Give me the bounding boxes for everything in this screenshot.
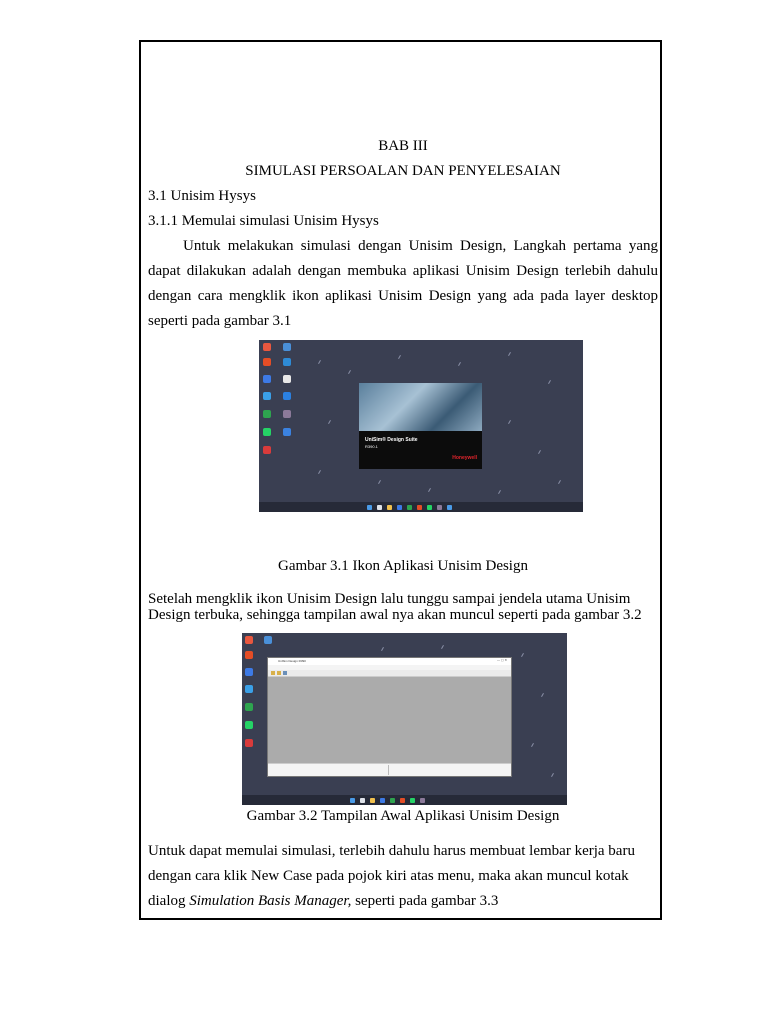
desktop-app-icon <box>263 343 271 351</box>
edge-icon <box>397 505 402 510</box>
splash-version: R390.1 <box>365 444 378 449</box>
edge-icon <box>380 798 385 803</box>
excel-icon <box>263 410 271 418</box>
paragraph-2-line-2: Design terbuka, sehingga tampilan awal nya akan muncul seperti pada gambar 3.2 <box>148 607 642 623</box>
figure-3-2-screenshot <box>242 633 567 805</box>
chapter-title: SIMULASI PERSOALAN DAN PENYELESAIAN <box>245 163 561 179</box>
section-heading: 3.1 Unisim Hysys <box>148 188 256 204</box>
paragraph-1-line-3: dengan cara mengklik ikon aplikasi Unisim Design yang ada pada layer desktop <box>148 288 658 304</box>
desktop-app-icon <box>245 739 253 747</box>
window-title-bar <box>268 658 511 665</box>
open-case-icon[interactable] <box>277 671 281 675</box>
paragraph-3-suffix: seperti pada gambar 3.3 <box>351 893 499 909</box>
recycle-bin-icon <box>264 636 272 644</box>
figure-3-1-screenshot <box>259 340 583 512</box>
window-controls[interactable]: — ▢ ✕ <box>496 658 507 662</box>
excel-icon <box>245 703 253 711</box>
simulation-basis-manager-term: Simulation Basis Manager, <box>189 893 352 909</box>
start-icon <box>350 798 355 803</box>
whatsapp-icon <box>410 798 415 803</box>
search-icon <box>360 798 365 803</box>
desktop-app-icon <box>245 636 253 644</box>
desktop-app-icon <box>283 428 291 436</box>
workspace-area <box>268 677 511 764</box>
excel-icon <box>407 505 412 510</box>
app-icon <box>417 505 422 510</box>
save-icon[interactable] <box>283 671 287 675</box>
subsection-heading: 3.1.1 Memulai simulasi Unisim Hysys <box>148 213 379 229</box>
paragraph-3-line-3 <box>148 892 658 910</box>
status-bar <box>268 763 511 776</box>
edge-icon <box>263 375 271 383</box>
desktop-app-icon <box>245 651 253 659</box>
paragraph-2-line-1: Setelah mengklik ikon Unisim Design lalu tunggu sampai jendela utama Unisim <box>148 591 631 607</box>
desktop-app-icon <box>263 358 271 366</box>
whatsapp-icon <box>245 721 253 729</box>
toolbar <box>268 670 511 677</box>
paragraph-1-line-4: seperti pada gambar 3.1 <box>148 313 292 329</box>
paragraph-3-prefix: dialog <box>148 893 190 909</box>
whatsapp-icon <box>427 505 432 510</box>
desktop-app-icon <box>283 358 291 366</box>
recycle-bin-icon <box>283 343 291 351</box>
folder-icon <box>387 505 392 510</box>
desktop-app-icon <box>283 392 291 400</box>
taskbar <box>242 795 567 805</box>
chapter-heading: BAB III <box>378 138 428 154</box>
desktop-app-icon <box>263 446 271 454</box>
app-icon <box>447 505 452 510</box>
unisim-icon <box>420 798 425 803</box>
figure-3-1-caption: Gambar 3.1 Ikon Aplikasi Unisim Design <box>278 558 528 574</box>
unisim-splash-screen <box>359 383 482 469</box>
start-icon <box>367 505 372 510</box>
unisim-icon <box>437 505 442 510</box>
paragraph-3-line-2: dengan cara klik New Case pada pojok kiri atas menu, maka akan muncul kotak <box>148 868 629 884</box>
edge-icon <box>245 668 253 676</box>
unisim-main-window <box>267 657 512 777</box>
paragraph-1-line-1: Untuk melakukan simulasi dengan Unisim Design, Langkah pertama yang <box>183 238 658 254</box>
edge-icon <box>245 685 253 693</box>
honeywell-logo: Honeywell <box>452 455 477 461</box>
whatsapp-icon <box>263 428 271 436</box>
taskbar <box>259 502 583 512</box>
splash-title: UniSim® Design Suite <box>365 437 418 443</box>
window-title: UniSim Design R390 <box>278 659 306 663</box>
folder-icon <box>370 798 375 803</box>
unisim-icon <box>283 410 291 418</box>
new-case-icon[interactable] <box>271 671 275 675</box>
splash-image <box>359 383 482 431</box>
edge-icon <box>263 392 271 400</box>
paragraph-1-line-2: dapat dilakukan adalah dengan membuka aplikasi Unisim Design terlebih dahulu <box>148 263 658 279</box>
excel-icon <box>390 798 395 803</box>
file-icon <box>283 375 291 383</box>
paragraph-3-line-1: Untuk dapat memulai simulasi, terlebih dahulu harus membuat lembar kerja baru <box>148 843 635 859</box>
figure-3-2-caption: Gambar 3.2 Tampilan Awal Aplikasi Unisim Design <box>246 808 560 824</box>
document-page <box>139 40 662 920</box>
app-icon <box>400 798 405 803</box>
search-icon <box>377 505 382 510</box>
